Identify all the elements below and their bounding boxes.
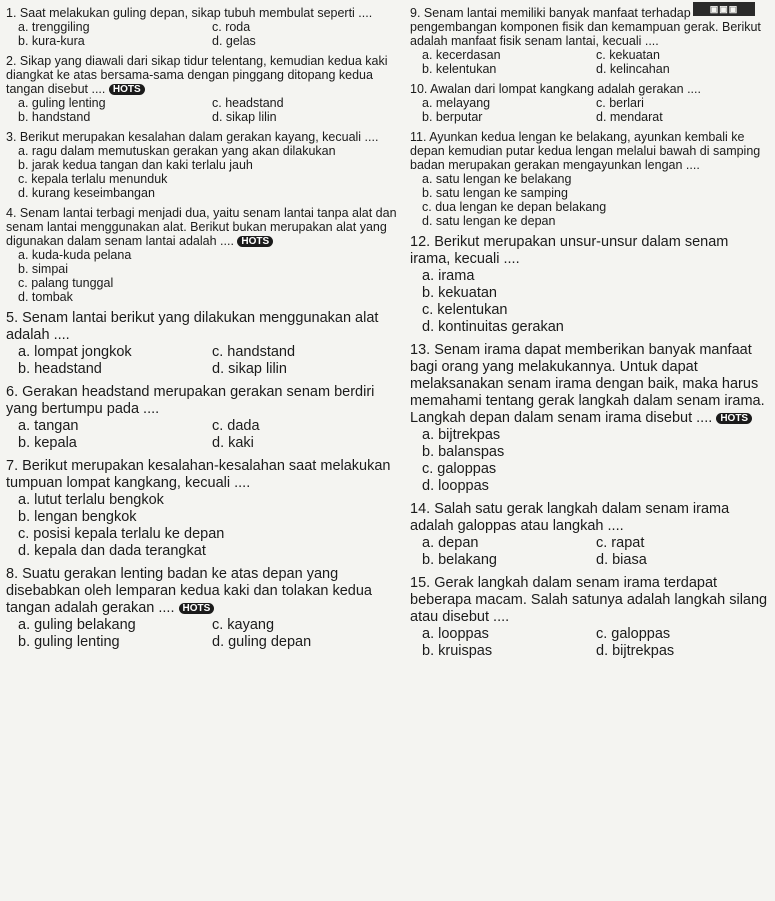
question-6 xyxy=(6,384,406,452)
question-number: 13. xyxy=(410,342,435,358)
answer-option[interactable]: b. balanspas xyxy=(422,444,505,460)
question-stem: Gerakan headstand merupakan gerakan senam berdiri yang bertumpu pada .... xyxy=(6,384,375,417)
answer-option[interactable]: a. lompat jongkok xyxy=(18,344,132,360)
question-stem: Saat melakukan guling depan, sikap tubuh membulat seperti .... xyxy=(19,6,373,20)
answer-option[interactable]: d. kontinuitas gerakan xyxy=(422,319,564,335)
answer-options xyxy=(410,535,770,569)
answer-option[interactable]: a. irama xyxy=(422,268,475,284)
question-number: 11. xyxy=(410,130,430,144)
answer-options xyxy=(6,20,406,48)
answer-option[interactable]: b. kura-kura xyxy=(18,34,85,48)
answer-option[interactable]: b. kekuatan xyxy=(422,285,497,301)
question-text xyxy=(410,82,770,96)
answer-option[interactable]: a. guling belakang xyxy=(18,617,136,633)
hots-badge: HOTS xyxy=(237,236,273,247)
answer-option[interactable]: c. headstand xyxy=(212,96,284,110)
question-15 xyxy=(410,575,770,660)
answer-option[interactable]: b. belakang xyxy=(422,552,497,568)
answer-option[interactable]: b. handstand xyxy=(18,110,91,124)
question-text xyxy=(6,566,406,617)
question-stem: Senam lantai memiliki banyak manfaat terhadap pengembangan komponen fisik dan kemampuan gerak. Berikut adalah manfaat fisik senam lantai, kecuali .... xyxy=(410,6,761,48)
question-4 xyxy=(6,206,406,304)
answer-options xyxy=(410,96,770,124)
answer-option[interactable]: d. kaki xyxy=(212,435,254,451)
answer-option[interactable]: c. kepala terlalu menunduk xyxy=(18,172,168,186)
question-number: 7. xyxy=(6,458,23,474)
answer-option[interactable]: a. kecerdasan xyxy=(422,48,501,62)
answer-option[interactable]: b. kruispas xyxy=(422,643,493,659)
answer-option[interactable]: a. melayang xyxy=(422,96,491,110)
question-9 xyxy=(410,6,770,76)
answer-option[interactable]: b. headstand xyxy=(18,361,102,377)
hots-badge: HOTS xyxy=(179,603,215,614)
question-stem: Berikut merupakan kesalahan-kesalahan saat melakukan tumpuan lompat kangkang, kecuali .... xyxy=(6,458,391,491)
answer-option[interactable]: b. simpai xyxy=(18,262,69,276)
question-stem: Senam lantai terbagi menjadi dua, yaitu senam lantai tanpa alat dan senam lantai menggunakan alat. Berikut bukan merupakan alat yang digunakan dalam senam lantai adalah .... xyxy=(6,206,397,248)
answer-option[interactable]: c. kayang xyxy=(212,617,275,633)
answer-option[interactable]: a. bijtrekpas xyxy=(422,427,501,443)
right-column xyxy=(410,6,770,666)
answer-option[interactable]: c. posisi kepala terlalu ke depan xyxy=(18,526,225,542)
answer-option[interactable]: a. tangan xyxy=(18,418,79,434)
right-top-block xyxy=(410,6,770,228)
answer-option[interactable]: d. tombak xyxy=(18,290,73,304)
answer-option[interactable]: c. kekuatan xyxy=(596,48,660,62)
answer-option[interactable]: d. looppas xyxy=(422,478,489,494)
hots-badge: HOTS xyxy=(716,413,752,424)
answer-option[interactable]: a. lutut terlalu bengkok xyxy=(18,492,164,508)
answer-options xyxy=(6,418,406,452)
question-number: 14. xyxy=(410,501,435,517)
question-number: 15. xyxy=(410,575,435,591)
question-number: 4. xyxy=(6,206,20,220)
answer-option[interactable]: c. roda xyxy=(212,20,251,34)
answer-option[interactable]: d. kurang keseimbangan xyxy=(18,186,155,200)
question-text xyxy=(6,54,406,96)
question-stem: Ayunkan kedua lengan ke belakang, ayunkan kembali ke depan kemudian putar kedua lengan melalui bawah di samping badan merupakan gerakan mengayunkan lengan .... xyxy=(410,130,761,172)
question-2 xyxy=(6,54,406,124)
answer-option[interactable]: b. berputar xyxy=(422,110,483,124)
answer-option[interactable]: b. satu lengan ke samping xyxy=(422,186,568,200)
answer-option[interactable]: b. lengan bengkok xyxy=(18,509,137,525)
answer-option[interactable]: c. dada xyxy=(212,418,260,434)
question-text xyxy=(6,384,406,418)
answer-options xyxy=(410,427,770,495)
answer-option[interactable]: c. kelentukan xyxy=(422,302,508,318)
answer-options xyxy=(410,626,770,660)
answer-option[interactable]: c. berlari xyxy=(596,96,644,110)
answer-option[interactable]: a. ragu dalam memutuskan gerakan yang akan dilakukan xyxy=(18,144,336,158)
answer-option[interactable]: d. bijtrekpas xyxy=(596,643,675,659)
answer-option[interactable]: d. gelas xyxy=(212,34,256,48)
question-text xyxy=(6,6,406,20)
answer-options xyxy=(410,172,770,228)
question-1 xyxy=(6,6,406,48)
question-12 xyxy=(410,234,770,336)
answer-option[interactable]: d. biasa xyxy=(596,552,647,568)
answer-options xyxy=(6,344,406,378)
question-5 xyxy=(6,310,406,378)
question-number: 3. xyxy=(6,130,20,144)
answer-option[interactable]: a. trenggiling xyxy=(18,20,90,34)
answer-option[interactable]: d. sikap lilin xyxy=(212,110,277,124)
question-number: 2. xyxy=(6,54,20,68)
answer-option[interactable]: c. rapat xyxy=(596,535,645,551)
question-stem: Suatu gerakan lenting badan ke atas depan yang disebabkan oleh lemparan kedua kaki dan tolakan kedua tangan adalah gerakan .... xyxy=(6,566,372,616)
question-stem: Senam irama dapat memberikan banyak manfaat bagi orang yang melakukannya. Untuk dapat melaksanakan senam irama dengan baik, maka harus memahami tentang gerak langkah dalam senam irama. Langkah depan dalam senam irama disebut .... xyxy=(410,342,765,426)
answer-option[interactable]: a. depan xyxy=(422,535,479,551)
answer-option[interactable]: a. satu lengan ke belakang xyxy=(422,172,572,186)
question-text xyxy=(410,501,770,535)
question-number: 10. xyxy=(410,82,431,96)
answer-options xyxy=(410,268,770,336)
question-3 xyxy=(6,130,406,200)
answer-option[interactable]: d. satu lengan ke depan xyxy=(422,214,556,228)
question-text xyxy=(6,458,406,492)
answer-option[interactable]: c. galoppas xyxy=(596,626,671,642)
question-14 xyxy=(410,501,770,569)
question-text xyxy=(410,234,770,268)
answer-options xyxy=(6,617,406,651)
answer-option[interactable]: a. kuda-kuda pelana xyxy=(18,248,132,262)
question-text xyxy=(410,6,770,48)
question-text xyxy=(410,342,770,427)
question-number: 5. xyxy=(6,310,23,326)
question-10 xyxy=(410,82,770,124)
answer-option[interactable]: c. galoppas xyxy=(422,461,497,477)
question-stem: Salah satu gerak langkah dalam senam irama adalah galoppas atau langkah .... xyxy=(410,501,730,534)
hots-badge: HOTS xyxy=(109,84,145,95)
answer-option[interactable]: b. guling lenting xyxy=(18,634,120,650)
question-stem: Berikut merupakan kesalahan dalam gerakan kayang, kecuali .... xyxy=(19,130,379,144)
question-number: 8. xyxy=(6,566,23,582)
answer-options xyxy=(6,96,406,124)
question-stem: Senam lantai berikut yang dilakukan menggunakan alat adalah .... xyxy=(6,310,379,343)
answer-option[interactable]: b. jarak kedua tangan dan kaki terlalu jauh xyxy=(18,158,253,172)
question-7 xyxy=(6,458,406,560)
answer-option[interactable]: d. guling depan xyxy=(212,634,312,650)
question-stem: Sikap yang diawali dari sikap tidur telentang, kemudian kedua kaki diangkat ke atas bersama-sama dengan pinggang ditopang kedua tangan disebut .... xyxy=(6,54,388,96)
answer-option[interactable]: d. kelincahan xyxy=(596,62,670,76)
question-11 xyxy=(410,130,770,228)
question-number: 6. xyxy=(6,384,23,400)
answer-option[interactable]: a. guling lenting xyxy=(18,96,106,110)
answer-option[interactable]: d. mendarat xyxy=(596,110,663,124)
question-number: 12. xyxy=(410,234,435,250)
corner-logo: ▣▣▣ xyxy=(693,2,755,16)
answer-options xyxy=(6,492,406,560)
answer-options xyxy=(6,144,406,200)
answer-option[interactable]: d. kepala dan dada terangkat xyxy=(18,543,206,559)
question-stem: Awalan dari lompat kangkang adalah gerakan .... xyxy=(430,82,701,96)
answer-option[interactable]: d. sikap lilin xyxy=(212,361,287,377)
answer-option[interactable]: c. dua lengan ke depan belakang xyxy=(422,200,607,214)
answer-option[interactable]: b. kelentukan xyxy=(422,62,497,76)
question-number: 9. xyxy=(410,6,424,20)
question-text xyxy=(6,310,406,344)
left-top-block xyxy=(6,6,406,304)
answer-option[interactable]: c. handstand xyxy=(212,344,296,360)
right-bottom-block xyxy=(410,234,770,660)
question-text xyxy=(410,130,770,172)
left-bottom-block xyxy=(6,310,406,651)
answer-options xyxy=(6,248,406,304)
answer-option[interactable]: b. kepala xyxy=(18,435,77,451)
left-column xyxy=(6,6,406,657)
question-text xyxy=(6,206,406,248)
question-13 xyxy=(410,342,770,495)
answer-options xyxy=(410,48,770,76)
question-text xyxy=(410,575,770,626)
answer-option[interactable]: c. palang tunggal xyxy=(18,276,114,290)
question-8 xyxy=(6,566,406,651)
question-text xyxy=(6,130,406,144)
question-stem: Berikut merupakan unsur-unsur dalam senam irama, kecuali .... xyxy=(410,234,729,267)
answer-option[interactable]: a. looppas xyxy=(422,626,489,642)
question-stem: Gerak langkah dalam senam irama terdapat beberapa macam. Salah satunya adalah langkah silang atau disebut .... xyxy=(410,575,768,625)
question-number: 1. xyxy=(6,6,20,20)
